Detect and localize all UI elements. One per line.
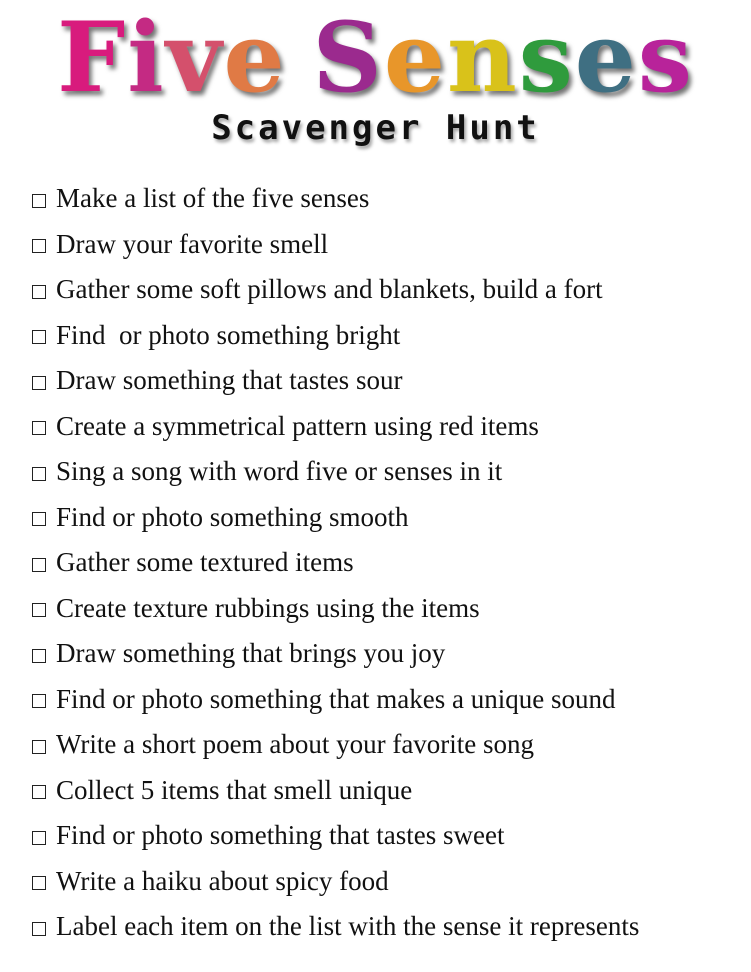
title-block	[0, 1, 751, 114]
page-title	[57, 1, 694, 114]
checklist-item	[32, 267, 732, 313]
checklist-item-label: Sing a song with word five or senses in it	[56, 456, 503, 487]
checklist-item-label: Write a haiku about spicy food	[56, 865, 389, 896]
checklist-item-label: Collect 5 items that smell unique	[56, 774, 413, 805]
checklist-item-label: Find or photo something that tastes sweet	[56, 820, 505, 851]
checklist-item-label: Make a list of the five senses	[56, 183, 370, 214]
checklist-item-label: Write a short poem about your favorite song	[56, 729, 535, 760]
checkbox-icon[interactable]	[32, 649, 46, 663]
checklist-item-label: Find or photo something bright	[56, 319, 401, 350]
checklist-item-label: Gather some soft pillows and blankets, build a fort	[56, 274, 603, 305]
checklist-item	[32, 176, 732, 222]
checkbox-icon[interactable]	[32, 876, 46, 890]
title-letter: s	[518, 1, 575, 114]
checklist-item	[32, 540, 732, 586]
checkbox-icon[interactable]	[32, 512, 46, 526]
checkbox-icon[interactable]	[32, 467, 46, 481]
checkbox-icon[interactable]	[32, 285, 46, 299]
checklist-item-label: Gather some textured items	[56, 547, 354, 578]
checklist-item-label: Create texture rubbings using the items	[56, 592, 480, 623]
title-letter: i	[127, 1, 166, 114]
checklist-item	[32, 677, 732, 723]
checkbox-icon[interactable]	[32, 194, 46, 208]
checklist-item	[32, 631, 732, 677]
checklist-item	[32, 813, 732, 859]
checkbox-icon[interactable]	[32, 785, 46, 799]
title-letter: e	[223, 1, 287, 114]
checklist-item	[32, 222, 732, 268]
checklist-item	[32, 495, 732, 541]
title-letter: s	[637, 1, 694, 114]
checklist-item	[32, 904, 732, 950]
checkbox-icon[interactable]	[32, 694, 46, 708]
checklist-item-label: Find or photo something smooth	[56, 501, 409, 532]
page-subtitle: Scavenger Hunt	[211, 108, 540, 148]
title-letter: S	[312, 1, 384, 114]
checklist-item	[32, 358, 732, 404]
title-letter: F	[57, 1, 128, 114]
checkbox-icon[interactable]	[32, 831, 46, 845]
title-letter: e	[574, 1, 638, 114]
checklist-item	[32, 586, 732, 632]
checklist-item	[32, 404, 732, 450]
checklist-item-label: Find or photo something that makes a unique sound	[56, 683, 616, 714]
checklist-item-label: Draw something that brings you joy	[56, 638, 446, 669]
checklist-item	[32, 859, 732, 905]
checklist-item-label: Draw something that tastes sour	[56, 365, 403, 396]
checklist-item	[32, 313, 732, 359]
checkbox-icon[interactable]	[32, 740, 46, 754]
checklist-item-label: Create a symmetrical pattern using red items	[56, 410, 539, 441]
checklist-item-label: Label each item on the list with the sense it represents	[56, 911, 640, 942]
checkbox-icon[interactable]	[32, 330, 46, 344]
checkbox-icon[interactable]	[32, 421, 46, 435]
checklist	[32, 176, 732, 950]
checklist-item-label: Draw your favorite smell	[56, 228, 329, 259]
title-letter: n	[446, 1, 519, 114]
checklist-item	[32, 722, 732, 768]
title-letter: v	[165, 1, 224, 114]
checkbox-icon[interactable]	[32, 603, 46, 617]
checklist-item	[32, 449, 732, 495]
checkbox-icon[interactable]	[32, 922, 46, 936]
checklist-item	[32, 768, 732, 814]
checkbox-icon[interactable]	[32, 376, 46, 390]
checkbox-icon[interactable]	[32, 239, 46, 253]
checkbox-icon[interactable]	[32, 558, 46, 572]
title-letter: e	[383, 1, 447, 114]
